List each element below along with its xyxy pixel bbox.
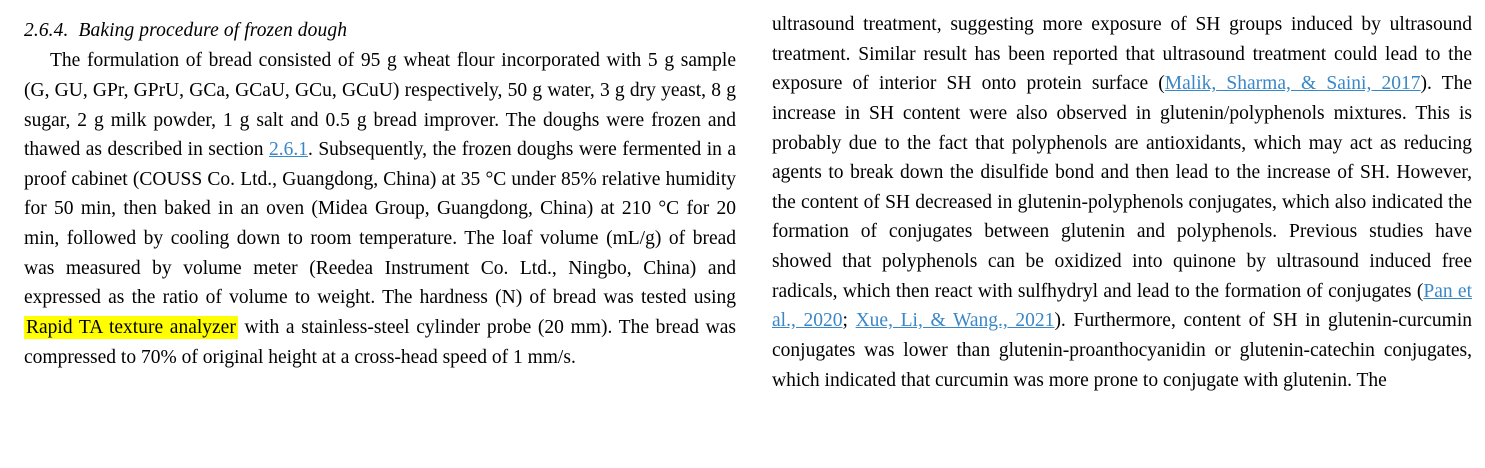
section-heading xyxy=(24,0,736,44)
right-paragraph-text-part2: ). The increase in SH content were also observed in glutenin/polyphenols mixtures. This is probably due to the fact that polyphenols are antioxidants, which may act as reducing agents to break down the disulfide bond and then lead to the increase of SH. However, the content of SH decreased in glutenin-polyphenols conjugates, which also indicated the formation of conjugates between glutenin and polyphenols. Previous studies have showed that polyphenols can be oxidized into quinone by ultrasound induced free radicals, which then react with sulfhydryl and lead to the formation of conjugates ( xyxy=(772,73,1472,302)
citation-link-malik-2017[interactable]: Malik, Sharma, & Saini, 2017 xyxy=(1164,73,1421,95)
right-column xyxy=(772,0,1472,395)
highlighted-phrase[interactable]: Rapid TA texture analyzer xyxy=(26,316,236,338)
section-cross-reference-link[interactable]: 2.6.1 xyxy=(269,139,308,161)
paragraph-text-part2: . Subsequently, the frozen doughs were fermented in a proof cabinet (COUSS Co. Ltd., Guangdong, China) at 35 °C under 85% relative humidity for 50 min, then baked in an oven (Midea Group, Guangdong, China) at 210 °C for 20 min, followed by cooling down to room temperature. The loaf volume (mL/g) of bread was measured by volume meter (Reedea Instrument Co. Ltd., Ningbo, China) and expressed as the ratio of volume to weight. The hardness (N) of bread was tested using xyxy=(24,139,736,309)
citation-link-pan-2020[interactable]: Pan et al., 2020 xyxy=(772,280,1472,332)
left-column-paragraph xyxy=(24,46,736,372)
section-number: 2.6.4. xyxy=(24,20,69,41)
left-column xyxy=(24,0,736,372)
citation-separator: ; xyxy=(842,310,856,332)
citation-link-xue-2021[interactable]: Xue, Li, & Wang., 2021 xyxy=(855,310,1055,332)
right-paragraph-text-part3: ). Furthermore, content of SH in glutenin-curcumin conjugates was lower than glutenin-proanthocyanidin or glutenin-catechin conjugates, which indicated that curcumin was more prone to conjugate with glutenin. The xyxy=(772,310,1472,391)
paragraph-text-part3: with a stainless-steel cylinder probe (20 mm). The bread was compressed to 70% of original height at a cross-head speed of 1 mm/s. xyxy=(24,316,736,368)
right-paragraph-text-part1: ultrasound treatment, suggesting more exposure of SH groups induced by ultrasound treatment. Similar result has been reported that ultrasound treatment could lead to the exposure of interior SH onto protein surface ( xyxy=(772,14,1472,95)
section-title: Baking procedure of frozen dough xyxy=(78,20,348,41)
right-column-paragraph xyxy=(772,0,1472,395)
paragraph-text-part1: The formulation of bread consisted of 95 g wheat flour incorporated with 5 g sample (G, GU, GPr, GPrU, GCa, GCaU, GCu, GCuU) respectively, 50 g water, 3 g dry yeast, 8 g sugar, 2 g milk powder, 1 g salt and 0.5 g bread improver. The doughs were frozen and thawed as described in section xyxy=(24,50,736,161)
